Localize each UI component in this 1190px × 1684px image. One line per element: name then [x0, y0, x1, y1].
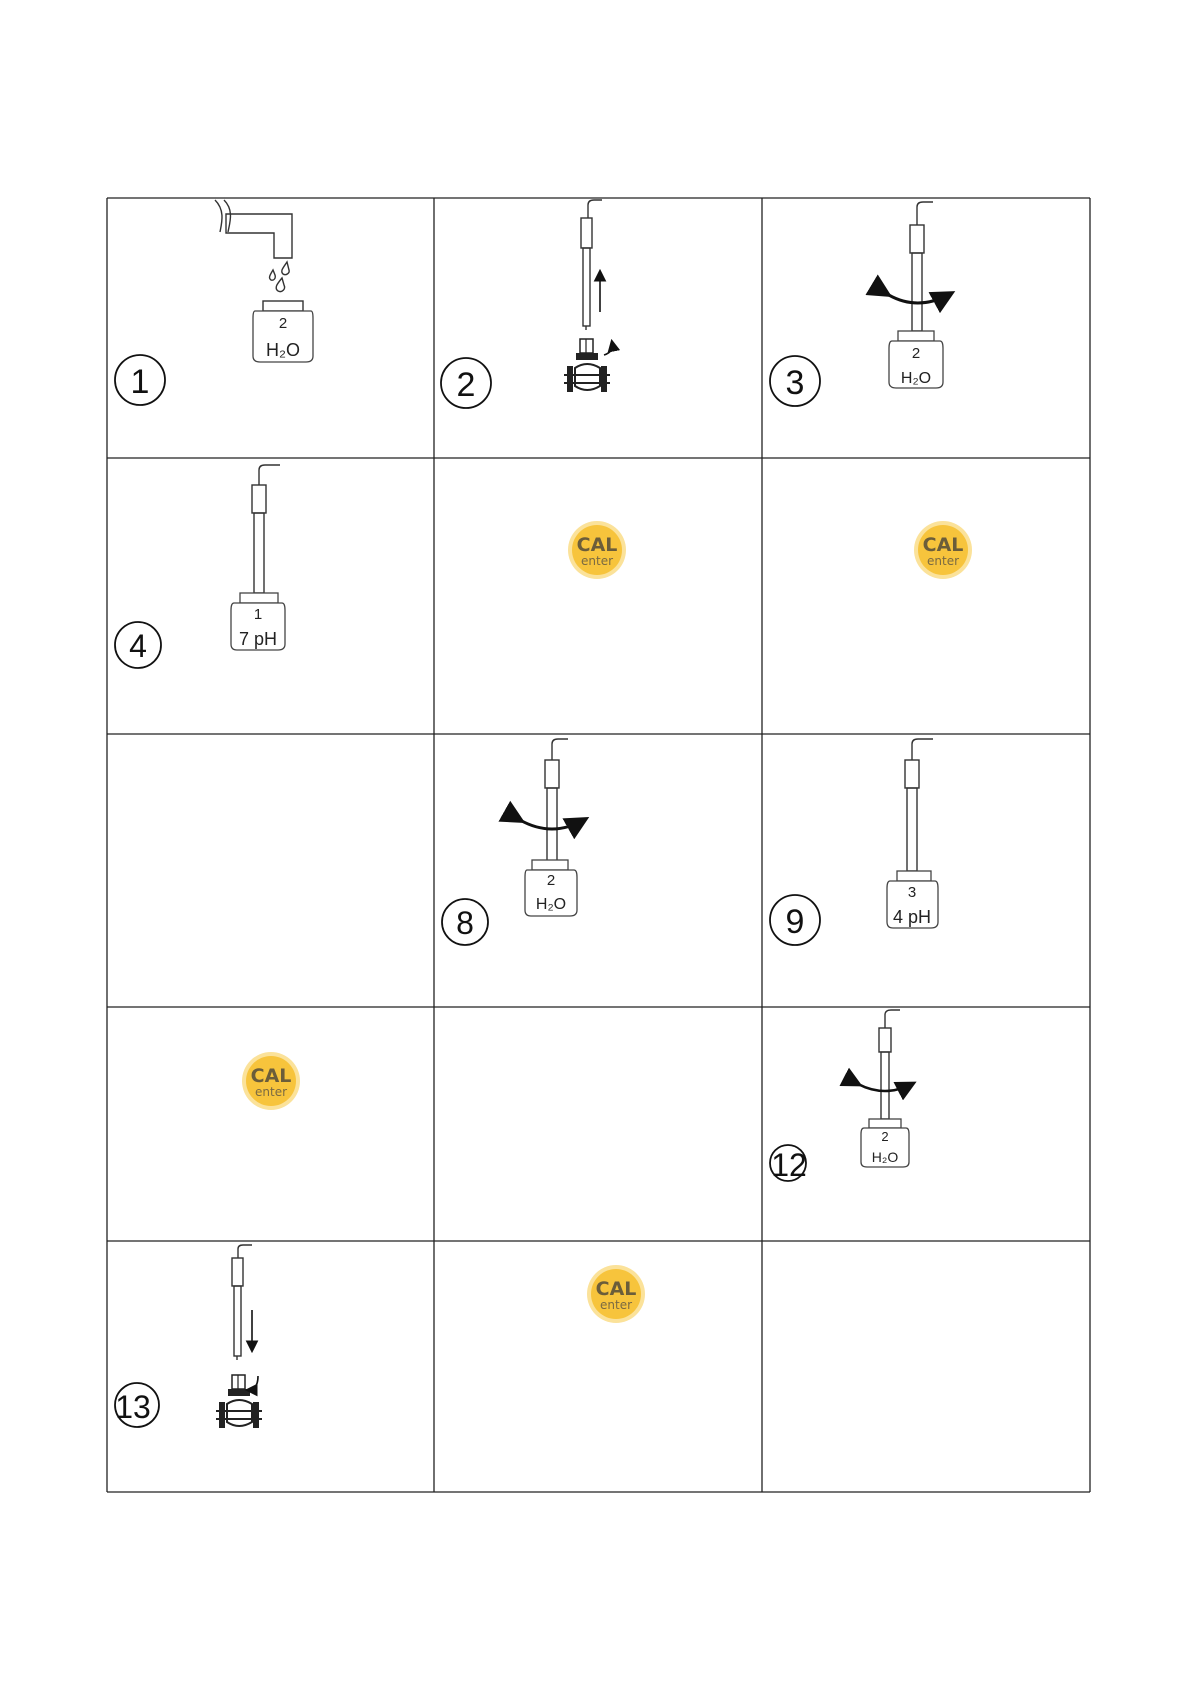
bottle-label: H₂O [266, 340, 300, 360]
bottle-number: 2 [546, 872, 556, 889]
cal-enter-button[interactable] [568, 521, 626, 579]
cal-sublabel: enter [580, 554, 614, 568]
step-12-cell [770, 1010, 912, 1183]
step-13-cell [115, 1245, 262, 1428]
step-4-cell [115, 465, 285, 668]
cal-sublabel: enter [254, 1085, 288, 1099]
svg-text:8: 8 [456, 905, 474, 941]
cal-label: CAL [576, 534, 618, 556]
bottle-number: 3 [907, 884, 917, 901]
bottle-number: 2 [911, 345, 921, 362]
bottle-label: 7 pH [238, 629, 278, 649]
step-number-4 [115, 622, 161, 668]
cal-label: CAL [595, 1278, 637, 1300]
cal-enter-button[interactable] [242, 1052, 300, 1110]
ph-probe-icon [252, 465, 280, 593]
ph-probe-icon [232, 1245, 252, 1360]
swirl-arrow [887, 294, 950, 303]
ph7-buffer-bottle [231, 593, 285, 650]
water-bottle [253, 301, 313, 362]
bottle-label: H₂O [900, 370, 932, 387]
step-number-2 [441, 358, 491, 408]
bottle-label: 4 pH [892, 907, 932, 927]
step-9-cell [770, 739, 938, 945]
step-1-cell [115, 200, 313, 405]
step-number-13 [115, 1383, 159, 1427]
step-3-cell [770, 202, 950, 406]
step-number-8 [442, 899, 488, 945]
swirl-arrow [858, 1084, 912, 1091]
cal-sublabel: enter [599, 1298, 633, 1312]
bottle-number: 2 [278, 315, 288, 332]
probe-holder-icon [216, 1375, 262, 1428]
ph-probe-icon [545, 739, 568, 865]
faucet-icon [215, 200, 292, 292]
ph-probe-icon [879, 1010, 900, 1119]
svg-text:4: 4 [129, 628, 147, 664]
step-8-cell [442, 739, 584, 945]
water-bottle [525, 860, 577, 916]
step-2-cell [441, 200, 612, 408]
ph-probe-icon [910, 202, 933, 331]
water-bottle [889, 331, 943, 388]
svg-text:1: 1 [130, 363, 150, 401]
cal-enter-button[interactable] [914, 521, 972, 579]
bottle-label: H₂O [871, 1149, 899, 1165]
svg-text:9: 9 [785, 903, 805, 941]
ph-probe-icon [905, 739, 933, 871]
swirl-arrow [520, 820, 584, 829]
svg-text:2: 2 [456, 366, 476, 404]
step-number-1 [115, 355, 165, 405]
svg-text:12: 12 [771, 1147, 807, 1183]
probe-holder-icon [564, 339, 612, 392]
bottle-label: H₂O [535, 896, 567, 913]
cal-sublabel: enter [926, 554, 960, 568]
cal-label: CAL [250, 1065, 292, 1087]
cal-label: CAL [922, 534, 964, 556]
bottle-number: 1 [253, 606, 263, 623]
bottle-number: 2 [881, 1129, 889, 1144]
svg-text:3: 3 [785, 364, 805, 402]
ph4-buffer-bottle [887, 871, 938, 928]
ph-probe-icon [581, 200, 602, 330]
cal-enter-button[interactable] [587, 1265, 645, 1323]
step-number-3 [770, 356, 820, 406]
svg-text:13: 13 [115, 1389, 151, 1425]
step-number-12 [770, 1145, 807, 1183]
step-number-9 [770, 895, 820, 945]
water-bottle [861, 1119, 909, 1167]
